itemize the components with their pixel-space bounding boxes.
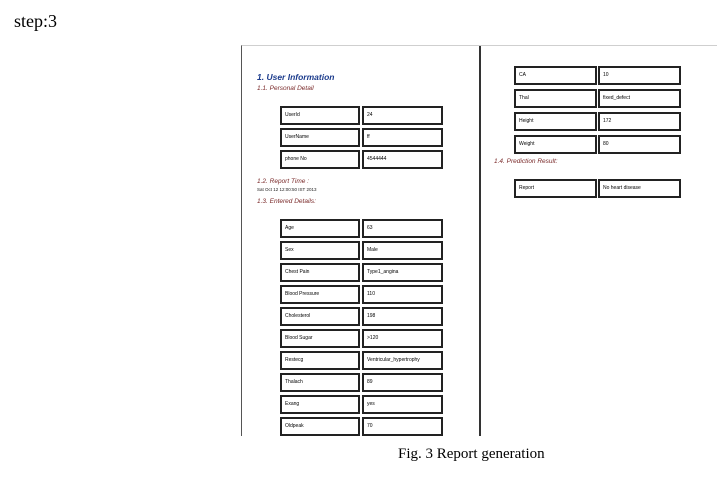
- report-page-right: [481, 46, 717, 436]
- field-value: fixed_defect: [598, 89, 681, 108]
- heading-entered-details: 1.3. Entered Details:: [257, 198, 316, 205]
- field-value: >120: [362, 329, 443, 348]
- table-row: [280, 417, 444, 436]
- field-label: phone No: [280, 150, 360, 169]
- table-row: [280, 150, 444, 169]
- table-row: [280, 241, 444, 260]
- field-label: Thalach: [280, 373, 360, 392]
- field-value: 89: [362, 373, 443, 392]
- field-label: Blood Pressure: [280, 285, 360, 304]
- table-row: [280, 263, 444, 282]
- figure-caption: Fig. 3 Report generation: [398, 446, 545, 462]
- field-value: 80: [598, 135, 681, 154]
- table-row: [280, 351, 444, 370]
- field-value: 4544444: [362, 150, 443, 169]
- field-label: Height: [514, 112, 597, 131]
- table-row: [280, 106, 444, 125]
- field-label: CA: [514, 66, 597, 85]
- field-label: Chest Pain: [280, 263, 360, 282]
- field-value: 24: [362, 106, 443, 125]
- field-label: Report: [514, 179, 597, 198]
- section-title-user-information: 1. User Information: [257, 72, 335, 82]
- field-value: No heart disease: [598, 179, 681, 198]
- table-row: [514, 66, 678, 85]
- table-row: [280, 307, 444, 326]
- field-value: 110: [362, 285, 443, 304]
- table-row: [514, 89, 678, 108]
- entered-details-continued-table: [514, 66, 678, 154]
- personal-detail-table: [280, 106, 444, 166]
- field-label: Sex: [280, 241, 360, 260]
- table-row: [514, 112, 678, 131]
- field-value: yes: [362, 395, 443, 414]
- report-time-value: Sat Oct 12 12:00:50 IST 2013: [257, 187, 317, 192]
- table-row: [280, 395, 444, 414]
- field-value: Ventricular_hypertrophy: [362, 351, 443, 370]
- prediction-result-table: [514, 179, 678, 199]
- field-value: Type1_angina: [362, 263, 443, 282]
- field-label: Exang: [280, 395, 360, 414]
- field-label: Restecg: [280, 351, 360, 370]
- field-value: Male: [362, 241, 443, 260]
- field-value: 172: [598, 112, 681, 131]
- field-value: 10: [598, 66, 681, 85]
- table-row: [514, 179, 678, 198]
- heading-prediction-result: 1.4. Prediction Result:: [494, 158, 558, 165]
- table-row: [280, 128, 444, 147]
- field-value: 198: [362, 307, 443, 326]
- step-label: step:3: [14, 11, 57, 31]
- heading-report-time: 1.2. Report Time :: [257, 178, 309, 185]
- field-label: Cholesterol: [280, 307, 360, 326]
- field-label: Age: [280, 219, 360, 238]
- field-label: Weight: [514, 135, 597, 154]
- table-row: [280, 285, 444, 304]
- field-label: Blood Sugar: [280, 329, 360, 348]
- field-value: ff: [362, 128, 443, 147]
- report-page-left: [242, 46, 481, 436]
- table-row: [280, 373, 444, 392]
- table-row: [280, 219, 444, 238]
- field-label: Oldpeak: [280, 417, 360, 436]
- field-value: 63: [362, 219, 443, 238]
- table-row: [514, 135, 678, 154]
- heading-personal-detail: 1.1. Personal Detail: [257, 85, 314, 92]
- field-label: UserId: [280, 106, 360, 125]
- field-value: 70: [362, 417, 443, 436]
- entered-details-table: [280, 219, 444, 436]
- field-label: Thal: [514, 89, 597, 108]
- field-label: UserName: [280, 128, 360, 147]
- report-document: [241, 45, 717, 436]
- table-row: [280, 329, 444, 348]
